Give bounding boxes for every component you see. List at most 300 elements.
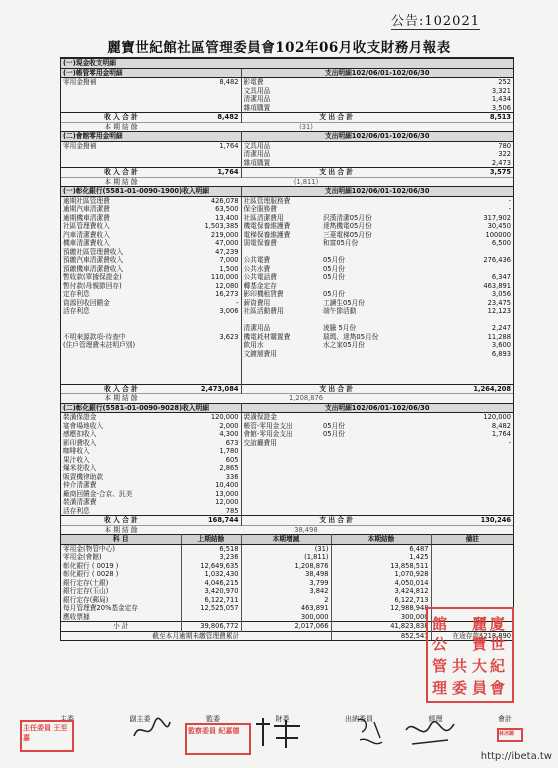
summary-change: 463,891 <box>241 604 331 613</box>
expense-note <box>321 490 431 499</box>
section-balance-row <box>61 177 513 187</box>
expense-amount: 1,434 <box>491 95 512 103</box>
summary-row <box>61 544 513 553</box>
income-amount: 12,080 <box>181 282 241 291</box>
ledger-row <box>61 299 513 308</box>
income-amount: 13,000 <box>181 490 241 499</box>
ledger-row <box>61 464 513 473</box>
summary-change: (31) <box>241 544 331 553</box>
expense-note <box>321 358 431 367</box>
expense-note <box>321 316 431 325</box>
expense-note: 05月份 <box>323 264 345 273</box>
income-amount: 63,500 <box>181 205 241 214</box>
section-income-heading: (一)彰化銀行(5581-01-0090-1900)收入明細 <box>61 187 241 197</box>
income-item: 逾期社區管理費 <box>63 196 110 205</box>
summary-change: 38,498 <box>241 570 331 579</box>
seal-character: 廈 <box>490 615 506 633</box>
balance-value: 38,498 <box>181 525 431 534</box>
ledger-row <box>61 214 513 223</box>
section-expense-heading: 支出明細102/06/01-102/06/30 <box>241 403 513 413</box>
expense-note <box>321 375 431 384</box>
income-item <box>61 316 181 325</box>
cash-table-body <box>61 59 513 535</box>
ledger-row <box>61 159 513 168</box>
ledger-row <box>61 498 513 507</box>
watermark: http://ibeta.tw <box>480 751 552 762</box>
income-total-label: 收 入 合 計 <box>61 168 181 178</box>
income-item: 果汁收入 <box>63 455 90 464</box>
summary-balance: 6,487 <box>331 544 431 553</box>
income-total: 168,744 <box>181 516 241 526</box>
expense-amount <box>431 358 513 367</box>
income-item: 暫收款(單據保證金) <box>63 273 122 281</box>
section-expense-heading: 支出明細102/06/01-102/06/30 <box>241 187 513 197</box>
summary-note <box>431 596 513 605</box>
summary-prev: 3,420,970 <box>181 587 241 596</box>
ledger-row <box>61 413 513 422</box>
expense-amount <box>431 447 513 456</box>
seal-character: 寶 <box>472 635 488 653</box>
expense-item: 保全服務費 <box>243 205 277 213</box>
income-amount: 3,623 <box>181 333 241 342</box>
expense-amount: 120,000 <box>483 413 512 421</box>
ledger-row <box>61 196 513 205</box>
signature-label: 經理 <box>428 715 443 723</box>
summary-balance: 6,122,713 <box>331 596 431 605</box>
expense-amount <box>431 367 513 376</box>
expense-note <box>321 150 431 159</box>
summary-prev: 3,236 <box>181 553 241 562</box>
ledger-row <box>61 316 513 325</box>
section-income-heading: (二)會館零用金明細 <box>61 132 241 142</box>
expense-amount: 8,482 <box>491 421 512 430</box>
income-item <box>61 367 181 376</box>
summary-subject: 應收票據 <box>61 613 181 622</box>
expense-amount: 780 <box>498 141 512 150</box>
summary-balance: 3,424,812 <box>331 587 431 596</box>
ledger-row <box>61 231 513 240</box>
summary-subject: 銀行定存(玉山) <box>61 587 181 596</box>
expense-item: 公共水費 <box>243 264 271 273</box>
expense-item: 會館-零用金支出 <box>243 430 293 438</box>
expense-item: 社區清潔費用 <box>243 213 284 222</box>
summary-balance: 41,823,838 <box>331 622 431 632</box>
supervisor-stamp: 監察委員 紀嘉德 <box>185 723 251 755</box>
summary-prev: 1,032,430 <box>181 570 241 579</box>
seal-character: 管 <box>432 657 448 675</box>
ledger-row <box>61 265 513 274</box>
ledger-row <box>61 456 513 465</box>
expense-item: 清潔用品 <box>243 324 271 332</box>
expense-amount <box>431 316 513 325</box>
ledger-row <box>61 256 513 265</box>
expense-item <box>241 464 321 473</box>
ledger-row <box>61 87 513 96</box>
expense-note <box>321 350 431 359</box>
ledger-row <box>61 141 513 150</box>
expense-item: 裝潢保證金 <box>243 413 277 421</box>
expense-note: 和富05月份 <box>323 239 359 247</box>
summary-note <box>431 544 513 553</box>
section-header-row <box>61 132 513 142</box>
seal-character: 委 <box>452 679 468 697</box>
income-amount: 605 <box>181 456 241 465</box>
summary-change: 2,017,066 <box>241 622 331 632</box>
expense-note <box>321 367 431 376</box>
balance-label: 本 期 結 餘 <box>61 525 181 534</box>
income-amount: 1,764 <box>181 141 241 150</box>
summary-change: 3,799 <box>241 579 331 588</box>
expense-amount <box>431 507 513 516</box>
expense-amount: 463,891 <box>483 281 512 290</box>
expense-amount: - <box>508 205 512 213</box>
summary-balance: 13,858,511 <box>331 562 431 571</box>
expense-amount: 2,473 <box>491 158 512 167</box>
report-title: 麗寶世紀館社區管理委員會102年06月收支財務月報表 <box>107 40 451 56</box>
expense-total: 1,264,208 <box>431 384 513 394</box>
expense-total-label: 支 出 合 計 <box>241 516 431 526</box>
section-balance-row <box>61 525 513 534</box>
expense-item: 影電費 <box>243 78 264 86</box>
summary-balance: 1,070,928 <box>331 570 431 579</box>
expense-item <box>241 507 321 516</box>
expense-item: 弱電保養費 <box>243 239 277 247</box>
expense-item: 機電保養維護費 <box>243 222 291 230</box>
income-amount: 10,400 <box>181 481 241 490</box>
income-amount: 219,000 <box>181 231 241 240</box>
ledger-row <box>61 447 513 456</box>
expense-note: 達雋機電05月份 <box>323 222 372 230</box>
expense-note: 工讀生05月份 <box>323 298 365 307</box>
ledger-row <box>61 222 513 231</box>
expense-amount <box>431 498 513 507</box>
income-total: 8,482 <box>181 113 241 123</box>
expense-amount: 6,893 <box>491 349 512 358</box>
income-item: 爆米花收入 <box>63 464 97 472</box>
ledger-row <box>61 205 513 214</box>
section-total-row <box>61 384 513 394</box>
expense-total-label: 支 出 合 計 <box>241 168 431 178</box>
signature-label: 會計 <box>498 715 512 723</box>
summary-subject: 小 計 <box>61 622 181 632</box>
summary-subject: 彰化銀行 ( 0028 ) <box>61 570 181 579</box>
income-amount: 2,865 <box>181 464 241 473</box>
expense-item <box>241 498 321 507</box>
income-amount: 1,500 <box>181 265 241 274</box>
summary-prev: 4,046,215 <box>181 579 241 588</box>
income-item <box>61 324 181 333</box>
expense-amount: - <box>508 438 512 447</box>
expense-item <box>241 367 321 376</box>
income-amount <box>181 150 241 159</box>
signature-label: 監委 <box>206 715 220 723</box>
ledger-row <box>61 430 513 439</box>
expense-item: 社區活動費用 <box>243 307 284 315</box>
income-amount <box>181 341 241 350</box>
expense-amount: 1,764 <box>491 430 512 438</box>
expense-total-label: 支 出 合 計 <box>241 113 431 123</box>
seal-character: 共 <box>452 657 468 675</box>
income-item: 活存利息 <box>63 506 90 515</box>
income-item <box>61 95 181 104</box>
ledger-row <box>61 307 513 316</box>
income-amount <box>181 159 241 168</box>
summary-row <box>61 596 513 605</box>
ledger-row <box>61 367 513 376</box>
expense-note <box>321 205 431 214</box>
signature-label: 出納委員 <box>345 715 373 723</box>
cash-header: (一)現金收支明細 <box>61 59 513 69</box>
seal-character: 公 <box>432 635 448 653</box>
expense-amount: 322 <box>498 150 512 158</box>
income-item <box>61 150 181 159</box>
handwritten-signature-cashier <box>352 714 388 750</box>
income-amount: 16,273 <box>181 290 241 299</box>
expense-note <box>321 439 431 448</box>
summary-col-subject: 科 目 <box>61 535 181 545</box>
summary-prev: 6,122,711 <box>181 596 241 605</box>
income-item: 感應扣收入 <box>63 430 97 438</box>
income-item: 逾期機車清潔費 <box>63 213 110 222</box>
expense-note: 05月份 <box>323 421 345 430</box>
income-item: 預繳汽車清潔費收入 <box>63 256 124 264</box>
income-amount: 47,000 <box>181 239 241 248</box>
expense-note <box>321 473 431 482</box>
section-total-row <box>61 168 513 178</box>
income-amount: 3,006 <box>181 307 241 316</box>
summary-change: 1,208,876 <box>241 562 331 571</box>
expense-item: 帳管-零用金支出 <box>243 421 293 430</box>
expense-amount <box>431 490 513 499</box>
expense-note <box>321 159 431 168</box>
expense-item: 影印機租賃費 <box>243 290 284 298</box>
summary-balance: 300,000 <box>331 613 431 622</box>
section-header-row <box>61 68 513 78</box>
seal-character: 大 <box>472 657 488 675</box>
expense-note: 沢漢清潔05月份 <box>323 213 372 222</box>
summary-col-change: 本期增減 <box>241 535 331 545</box>
expense-note <box>321 456 431 465</box>
income-item: 零用金撥補 <box>63 141 97 150</box>
summary-subject: 零用金(物管中心) <box>61 544 181 553</box>
summary-note <box>431 587 513 596</box>
income-item <box>61 358 181 367</box>
ledger-row <box>61 422 513 431</box>
expense-amount <box>431 265 513 274</box>
income-item: 汽車清潔費收入 <box>63 230 110 239</box>
ledger-row <box>61 490 513 499</box>
section-income-heading: (一)帳管零用金明細 <box>61 68 241 78</box>
income-item <box>61 104 181 113</box>
summary-note <box>431 553 513 562</box>
expense-amount: 23,475 <box>487 298 512 307</box>
summary-row <box>61 570 513 579</box>
expense-amount: 12,123 <box>487 307 512 315</box>
income-amount: 13,400 <box>181 214 241 223</box>
notice-number: 公告:102021 <box>391 10 480 30</box>
balance-value: (31) <box>181 122 431 132</box>
section-header-row <box>61 403 513 413</box>
expense-note <box>321 104 431 113</box>
income-item <box>61 159 181 168</box>
ledger-row <box>61 358 513 367</box>
expense-item: 機電耗材購置費 <box>243 332 291 341</box>
income-amount: 673 <box>181 439 241 448</box>
section-expense-heading: 支出明細102/06/01-102/06/30 <box>241 68 513 78</box>
expense-item: 薪資費用 <box>243 298 271 307</box>
income-total-label: 收 入 合 計 <box>61 384 181 394</box>
income-item: 機車清潔費收入 <box>63 239 110 247</box>
overdue-value: 852,541 <box>331 631 431 640</box>
income-item: 零用金撥補 <box>63 78 97 86</box>
balance-value: (1,811) <box>181 177 431 187</box>
financial-sheet <box>60 57 514 641</box>
seal-character: 館 <box>432 615 448 633</box>
expense-item: 電梯保養維護費 <box>243 230 291 239</box>
expense-item: 公共電費 <box>243 256 271 264</box>
expense-note <box>321 87 431 96</box>
ledger-row <box>61 273 513 282</box>
income-item: 宴會場地收入 <box>63 421 104 430</box>
expense-amount <box>431 481 513 490</box>
income-item: 仲介清潔費 <box>63 481 97 489</box>
ledger-row <box>61 439 513 448</box>
expense-amount: 3,321 <box>491 86 512 95</box>
seal-character: 世 <box>490 635 506 653</box>
ledger-row <box>61 248 513 257</box>
expense-amount <box>431 375 513 384</box>
summary-prev: 6,518 <box>181 544 241 553</box>
income-item: 預繳社區管理費收入 <box>63 247 124 256</box>
income-amount: 7,000 <box>181 256 241 265</box>
balance-spacer <box>431 177 513 187</box>
income-item: 社區管理費收入 <box>63 222 110 230</box>
balance-spacer <box>431 525 513 534</box>
expense-amount: - <box>508 196 512 205</box>
income-amount <box>181 375 241 384</box>
summary-change: 300,000 <box>241 613 331 622</box>
handwritten-signature-manager <box>402 716 458 750</box>
ledger-row <box>61 150 513 159</box>
expense-note: 端午節活動 <box>323 307 357 315</box>
summary-row <box>61 587 513 596</box>
income-amount <box>181 324 241 333</box>
handwritten-signature-finance <box>250 716 310 750</box>
ledger-row <box>61 507 513 516</box>
summary-col-note: 備註 <box>431 535 513 545</box>
expense-total: 130,246 <box>431 516 513 526</box>
expense-note <box>321 95 431 104</box>
expense-amount <box>431 248 513 257</box>
expense-amount <box>431 456 513 465</box>
expense-note <box>321 507 431 516</box>
income-item: 預繳機車清潔費收入 <box>63 264 124 273</box>
expense-amount: 100000 <box>485 230 512 239</box>
income-amount <box>181 367 241 376</box>
expense-total-label: 支 出 合 計 <box>241 384 431 394</box>
expense-item: 雜項購置 <box>243 103 271 112</box>
expense-item <box>241 456 321 465</box>
income-total-label: 收 入 合 計 <box>61 516 181 526</box>
income-item: 裝潢保證金 <box>63 413 97 421</box>
section-income-heading: (二)彰化銀行(5581-01-0090-9028)收入明細 <box>61 403 241 413</box>
income-amount <box>181 87 241 96</box>
income-item <box>61 350 181 359</box>
overdue-label: 截至本月逾期未繳管理費累計 <box>61 631 331 640</box>
expense-note <box>321 447 431 456</box>
expense-item: 清潔用品 <box>243 150 271 158</box>
expense-amount <box>431 473 513 482</box>
income-amount: 4,300 <box>181 430 241 439</box>
income-amount: 110,000 <box>181 273 241 282</box>
seal-character: 員 <box>472 679 488 697</box>
income-item <box>61 87 181 96</box>
expense-item <box>241 473 321 482</box>
expense-amount: 3,600 <box>491 341 512 349</box>
ledger-row <box>61 290 513 299</box>
summary-row <box>61 562 513 571</box>
income-item: 影印費收入 <box>63 438 97 447</box>
expense-item <box>241 358 321 367</box>
expense-note: 淩騰 5月份 <box>323 324 357 332</box>
expense-note: 三菱電梯05月份 <box>323 230 372 239</box>
summary-subject: 銀行定存(土銀) <box>61 579 181 588</box>
balance-spacer <box>431 394 513 404</box>
income-amount: 47,239 <box>181 248 241 257</box>
cash-table <box>61 58 513 534</box>
summary-prev: 12,525,057 <box>181 604 241 613</box>
summary-note <box>431 570 513 579</box>
section-total-row <box>61 113 513 123</box>
expense-item: 社區管理服務費 <box>243 196 291 205</box>
seal-character: 理 <box>432 679 448 697</box>
chair-stamp: 主任委員 王至嘉 <box>20 720 74 752</box>
ledger-row <box>61 375 513 384</box>
income-item: 暫付款(母親節回存) <box>63 281 122 290</box>
expense-note <box>321 413 431 422</box>
income-item: 販賣機律助款 <box>63 472 104 481</box>
expense-note <box>321 464 431 473</box>
expense-amount: 317,902 <box>483 213 512 222</box>
income-item: 廠商回饋金-合京、汎美 <box>63 489 133 498</box>
expense-amount: 252 <box>498 78 512 86</box>
ledger-row <box>61 324 513 333</box>
seal-character: 會 <box>490 679 506 697</box>
income-amount: 426,078 <box>181 196 241 205</box>
expense-item <box>241 447 321 456</box>
income-amount <box>181 316 241 325</box>
in-transit-deposit: 在途存款$218,890 <box>431 631 513 640</box>
expense-amount: 6,347 <box>491 273 512 281</box>
expense-note: 05月份 <box>323 290 345 298</box>
section-header-row <box>61 187 513 197</box>
expense-note <box>321 481 431 490</box>
expense-item: 飲用水 <box>243 341 264 349</box>
expense-note: 瑞瑪、達雋05月份 <box>323 332 379 341</box>
expense-note <box>321 196 431 205</box>
summary-prev: 12,649,635 <box>181 562 241 571</box>
expense-item: 清潔用品 <box>243 95 271 103</box>
expense-note <box>321 141 431 150</box>
expense-amount: 276,436 <box>483 256 512 264</box>
summary-col-prev: 上期結餘 <box>181 535 241 545</box>
income-amount: 2,000 <box>181 422 241 431</box>
ledger-row <box>61 350 513 359</box>
summary-change: (1,811) <box>241 553 331 562</box>
expense-amount: 3,506 <box>491 103 512 112</box>
summary-balance: 1,425 <box>331 553 431 562</box>
income-item: 裝潢清潔費 <box>63 498 97 506</box>
